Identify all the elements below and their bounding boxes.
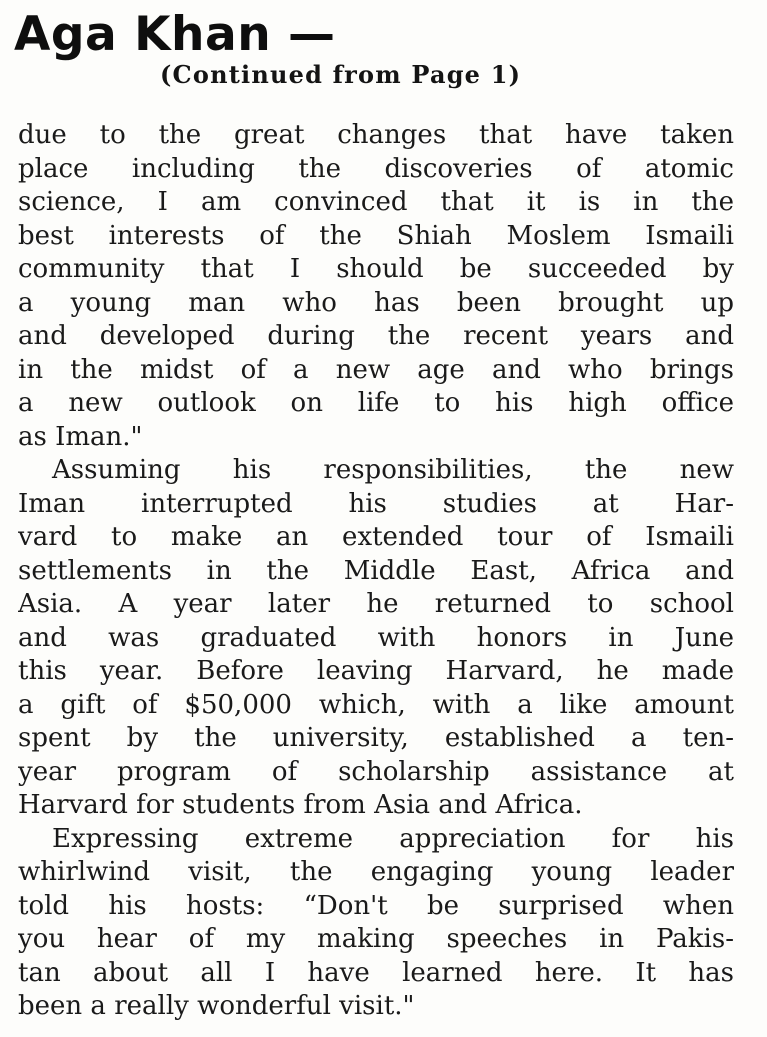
text-line: Asia. A year later he returned to school	[18, 589, 734, 619]
text-line: this year. Before leaving Harvard, he made	[18, 656, 734, 686]
headline: Aga Khan —	[14, 7, 336, 62]
article-body	[18, 119, 734, 1024]
text-line: a gift of $50,000 which, with a like amount	[18, 689, 734, 720]
paragraph	[18, 823, 734, 1024]
text-line: Assuming his responsibilities, the new	[52, 455, 734, 485]
text-line: spent by the university, established a ten-	[18, 723, 734, 753]
text-line: whirlwind visit, the engaging young leader	[18, 857, 734, 887]
text-line: and was graduated with honors in June	[18, 622, 734, 653]
text-line: Harvard for students from Asia and Africa.	[18, 790, 583, 820]
text-line: you hear of my making speeches in Pakis-	[18, 924, 734, 954]
continued-from-line: (Continued from Page 1)	[160, 60, 522, 89]
text-line: settlements in the Middle East, Africa and	[18, 555, 734, 586]
text-line: science, I am convinced that it is in the	[18, 187, 734, 217]
text-line: year program of scholarship assistance at	[18, 756, 734, 787]
text-line: place including the discoveries of atomic	[18, 153, 734, 184]
text-line: vard to make an extended tour of Ismaili	[18, 522, 734, 552]
text-line: best interests of the Shiah Moslem Ismaili	[18, 220, 734, 251]
text-line: community that I should be succeeded by	[18, 254, 734, 284]
paragraph	[18, 119, 734, 454]
text-line: due to the great changes that have taken	[18, 120, 734, 150]
text-line: in the midst of a new age and who brings	[18, 354, 734, 385]
text-line: a new outlook on life to his high office	[18, 388, 734, 418]
text-line: been a really wonderful visit."	[18, 991, 415, 1021]
text-line: tan about all I have learned here. It has	[18, 957, 734, 988]
paragraph	[18, 454, 734, 823]
text-line: Iman interrupted his studies at Har-	[18, 488, 734, 519]
text-line: and developed during the recent years and	[18, 321, 734, 351]
text-line: as Iman."	[18, 421, 143, 452]
text-line: a young man who has been brought up	[18, 287, 734, 318]
text-line: Expressing extreme appreciation for his	[52, 823, 734, 854]
text-line: told his hosts: “Don't be surprised when	[18, 890, 734, 921]
